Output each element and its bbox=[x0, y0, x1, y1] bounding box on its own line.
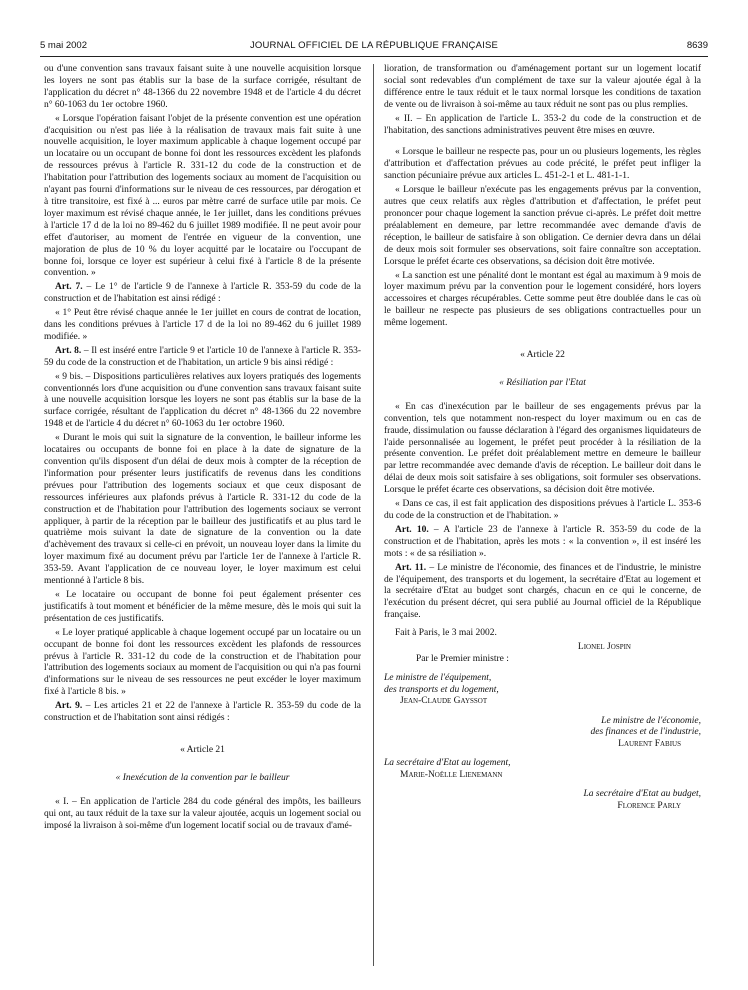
article-10 bbox=[384, 525, 701, 561]
minister-economy-name: Laurent Fabius bbox=[618, 738, 681, 749]
paragraph: « Durant le mois qui suit la signature de la convention, le bailleur informe les locataires ou occupants de bonne foi en place à la date de signature de la convention qu'ils disposent d'un délai de deux mois à compter de la réception de l'information pour présenter leurs justificatifs de revenus dans les conditions prévues pour l'attribution des logements sociaux et que ceux disposant de ressources inférieures aux plafonds prévus à l'article R. 331-12 du code de la construction et de l'habitation pour l'attribution des logements sociaux se verront appliquer, à partir de la réception par le bailleur des justificatifs et au plus tard le quatrième mois suivant la date de signature de la convention ou la date d'achèvement des travaux si celle-ci en prévoit, un nouveau loyer dans la limite du loyer maximum fixé au document prévu par l'article 1er de l'annexe à l'article R. 353-59. Avant l'application de ce nouveau loyer, le loyer maximum est celui mentionné à l'article 8 bis. bbox=[44, 433, 361, 587]
secretary-housing-name: Marie-Noëlle Lienemann bbox=[400, 769, 503, 780]
header-journal-title: JOURNAL OFFICIEL DE LA RÉPUBLIQUE FRANÇAISE bbox=[249, 40, 499, 51]
paragraph: « 9 bis. – Dispositions particulières relatives aux loyers pratiqués des logements conventionnés lors d'une acquisition ou d'une convention sans travaux faisant suite à une nouvelle acquisition lorsque les loyers ne sont pas établis sur la base de la surface corrigée, résultant de l'application du décret n° 48-1366 du 22 novembre 1948 et de l'article 4 du décret n° 60-1063 du 1er octobre 1960. bbox=[44, 371, 361, 430]
header-date: 5 mai 2002 bbox=[40, 40, 88, 51]
left-column bbox=[44, 64, 361, 834]
article-7 bbox=[44, 282, 361, 306]
paragraph: « Lorsque l'opération faisant l'objet de la présente convention est une opération d'acquisition ou n'est pas liée à la réalisation de travaux mais fait suite à une nouvelle acquisition, le loyer maximum applicable à chaque logement occupé par un locataire ou un occupant de bonne foi dont les ressources excèdent les plafonds de ressources prévus à l'article R. 331-12 du code de la construction et de l'habitation pour l'attribution des logements sociaux au moment de l'acquisition ou n'ayant pas fourni d'informations sur le niveau de ces ressources, par dérogation et à titre transitoire, est fixé à ... euros par mètre carré de surface utile par mois. Ce loyer maximum est révisé chaque année, le 1er juillet, dans les conditions prévues à l'article 17 d de la loi no 89-462 du 6 juillet 1989 modifiée. Il ne peut avoir pour effet d'autoriser, au moment de l'entrée en vigueur de la convention, une majoration de plus de 10 % du loyer acquitté par le locataire ou l'occupant de bonne foi, lorsque ce loyer est supérieur à celui fixé à l'article 8 de la présente convention. » bbox=[44, 113, 361, 279]
paragraph: « Lorsque le bailleur ne respecte pas, pour un ou plusieurs logements, les règles d'attribution et d'affectation prévues au code précité, le préfet peut infliger la sanction pécuniaire prévue aux articles L. 451-2-1 et L. 481-1-1. bbox=[384, 147, 701, 182]
article-11 bbox=[384, 563, 701, 623]
page-header bbox=[40, 40, 708, 54]
article-text: – Le ministre de l'économie, des finances et de l'industrie, le ministre de l'équipement, des transports et du logement, la secrétaire d'Etat au logement et la secrétaire d'Etat au budget sont chargés, chacun en ce qui le concerne, de l'exécution du présent décret, qui sera publié au Journal officiel de la République française. bbox=[384, 562, 702, 621]
article-22-heading: « Article 22 bbox=[520, 350, 565, 361]
secretary-budget-title: La secrétaire d'Etat au budget, bbox=[583, 789, 701, 800]
prime-minister-name: Lionel Jospin bbox=[577, 642, 631, 653]
minister-economy-title: Le ministre de l'économie, bbox=[601, 715, 701, 726]
secretary-housing-title: La secrétaire d'Etat au logement, bbox=[384, 758, 511, 769]
paragraph: lioration, de transformation ou d'aménagement portant sur un logement locatif social sont redevables d'un complément de taxe sur la valeur ajoutée égal à la différence entre le taux réduit et le taux normal lorsque les conditions de taxation de vente ou de livraison à soi-même au taux réduit ne sont pas ou plus remplies. bbox=[384, 64, 701, 110]
paragraph: « Dans ce cas, il est fait application des dispositions prévues à l'article L. 353-6 du code de la construction et de l'habitation. » bbox=[384, 499, 701, 521]
article-label: Art. 7. bbox=[55, 282, 83, 293]
article-22-subtitle: « Résiliation par l'Etat bbox=[499, 377, 586, 388]
paragraph: « II. – En application de l'article L. 353-2 du code de la construction et de l'habitation, des sanctions administratives peuvent être mises en œuvre. bbox=[384, 113, 701, 136]
minister-economy-title-2: des finances et de l'industrie, bbox=[590, 727, 701, 738]
header-rule bbox=[40, 56, 708, 57]
right-column bbox=[384, 64, 701, 812]
article-21-subtitle: « Inexécution de la convention par le bailleur bbox=[115, 772, 290, 783]
article-label: Art. 11. bbox=[395, 562, 427, 573]
article-text: – Le 1° de l'article 9 de l'annexe à l'article R. 353-59 du code de la construction et de l'habitation est ainsi rédigé : bbox=[44, 282, 361, 305]
secretary-budget-name: Florence Parly bbox=[617, 800, 681, 811]
header-page-number: 8639 bbox=[686, 40, 708, 51]
paragraph: « En cas d'inexécution par le bailleur de ses engagements prévus par la convention, tels que notamment non-respect du loyer maximum ou en cas de fraude, dissimulation ou fausse déclaration à l'égard des organismes liquidateurs de l'aide personnalisée au logement, le préfet peut procéder à la résiliation de la présente convention. Le préfet doit préalablement mettre en demeure le bailleur par lettre recommandée avec demande d'avis de réception. Le bailleur doit dans le délai de deux mois soit satisfaire à ses obligations, soit formuler ses observations. Lorsque le préfet écarte ces observations, sa décision doit être motivée. bbox=[384, 401, 701, 496]
paragraph: « Lorsque le bailleur n'exécute pas les engagements prévus par la convention, autres que ceux relatifs aux règles d'attribution et d'affectation, le préfet peut prononcer pour chaque logement la sanction prévue ci-après. Le préfet doit mettre préalablement en demeure, par lettre recommandée avec demande d'avis de réception, le bailleur de satisfaire à son obligation. Ce dernier devra dans un délai de deux mois soit formuler ses observations, soit faire connaître son acceptation. Lorsque le préfet écarte ces observations, sa décision doit être motivée. bbox=[384, 185, 701, 267]
paragraph: ou d'une convention sans travaux faisant suite à une nouvelle acquisition lorsque les loyers ne sont pas établis sur la base de la surface corrigée, résultant de l'application du décret n° 48-1366 du 22 novembre 1948 et de l'article 4 du décret n° 60-1063 du 1er octobre 1960. bbox=[44, 64, 361, 110]
article-text: – Les articles 21 et 22 de l'annexe à l'article R. 353-59 du code de la construction et de l'habitation sont ainsi rédigés : bbox=[44, 701, 361, 724]
article-label: Art. 8. bbox=[55, 345, 82, 356]
article-8 bbox=[44, 346, 361, 370]
column-divider bbox=[373, 64, 374, 966]
paragraph: « 1° Peut être révisé chaque année le 1er juillet en cours de contrat de location, dans les conditions prévues à l'article 17 d de la loi no 89-462 du 6 juillet 1989 modifiée. » bbox=[44, 308, 361, 342]
article-text: – Il est inséré entre l'article 9 et l'article 10 de l'annexe à l'article R. 353-59 du code de la construction et de l'habitation, un article 9 bis ainsi rédigé : bbox=[44, 345, 361, 368]
paragraph: « La sanction est une pénalité dont le montant est égal au maximum à 9 mois de loyer maximum prévu par la convention pour le logement considéré, hors loyers accessoires et charges récupérables. Cette somme peut être doublée dans le cas où le bailleur ne respecte pas plusieurs de ses obligations contractuelles pour un même logement. bbox=[384, 270, 701, 329]
article-text: – A l'article 23 de l'annexe à l'article R. 353-59 du code de la construction et de l'habitation, après les mots : « la convention », il est inséré les mots : « de sa résiliation ». bbox=[384, 524, 702, 559]
place-date: Fait à Paris, le 3 mai 2002. bbox=[395, 628, 497, 639]
paragraph: « Le loyer pratiqué applicable à chaque logement occupé par un locataire ou un occupant de bonne foi dont les ressources excèdent les plafonds de ressources prévus à l'article R. 331-12 du code de la construction et de l'habitation pour l'attribution des logements sociaux au moment de l'acquisition ou qui n'a pas fourni d'informations sur le niveau de ses ressources ne peut excéder le loyer maximum fixé à l'article 8 bis. » bbox=[44, 627, 361, 698]
paragraph: « I. – En application de l'article 284 du code général des impôts, les bailleurs qui ont, au taux réduit de la taxe sur la valeur ajoutée, acquis un logement social ou imposé la livraison à soi-même d'un logement locatif social ou de travaux d'amé- bbox=[44, 796, 361, 831]
minister-equipment-title-2: des transports et du logement, bbox=[384, 684, 499, 695]
article-label: Art. 9. bbox=[55, 701, 83, 712]
paragraph: « Le locataire ou occupant de bonne foi peut également présenter ces justificatifs à tout moment et bénéficier de la même mesure, dès le mois qui suit la présentation de ces justificatifs. bbox=[44, 589, 361, 624]
article-label: Art. 10. bbox=[395, 524, 429, 535]
article-9 bbox=[44, 701, 361, 725]
article-21-heading: « Article 21 bbox=[180, 744, 225, 755]
minister-equipment-title: Le ministre de l'équipement, bbox=[384, 673, 492, 684]
minister-equipment-name: Jean-Claude Gayssot bbox=[400, 696, 488, 707]
by-prime-minister: Par le Premier ministre : bbox=[416, 653, 509, 664]
